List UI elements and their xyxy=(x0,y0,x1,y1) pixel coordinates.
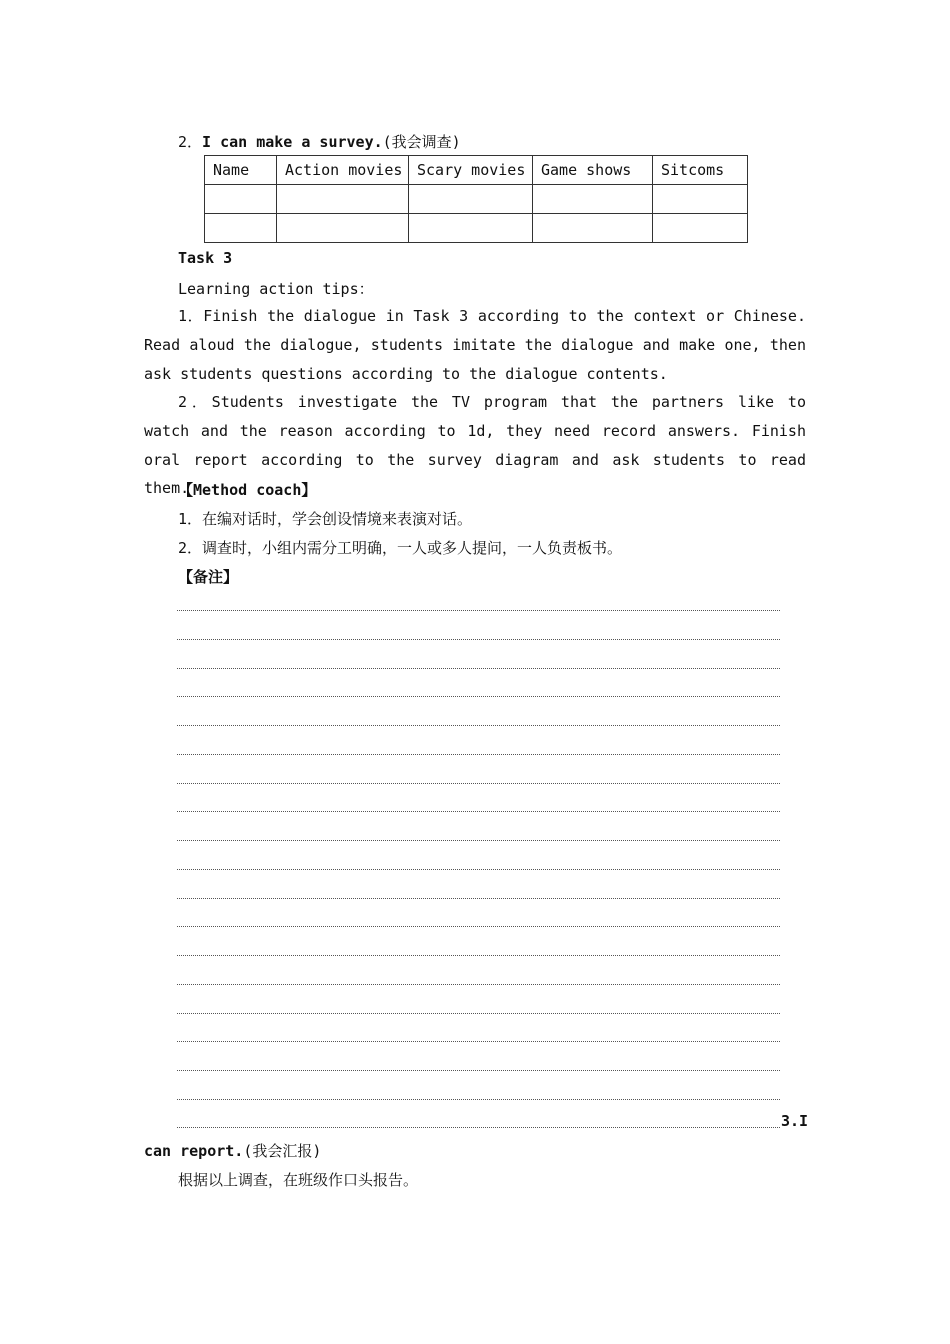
survey-heading-title: I can make a survey. xyxy=(202,133,383,151)
method-item-2: 2．调查时，小组内需分工明确，一人或多人提问，一人负责板书。 xyxy=(178,539,623,557)
report-heading-title: can report. xyxy=(144,1142,244,1160)
note-line[interactable] xyxy=(177,668,780,669)
table-cell[interactable] xyxy=(533,185,653,214)
table-row xyxy=(205,214,748,243)
note-line[interactable] xyxy=(177,955,780,956)
table-header-row xyxy=(205,156,748,185)
column-header-action-movies: Action movies xyxy=(277,156,409,185)
survey-heading xyxy=(178,131,461,152)
report-instruction: 根据以上调查，在班级作口头报告。 xyxy=(178,1171,419,1189)
note-line[interactable] xyxy=(177,639,780,640)
tip-1-paragraph: 1．Finish the dialogue in Task 3 according to the context or Chinese. Read aloud the dialogue, students imitate the dialogue and make one, then ask students questions according to the dialogue contents. xyxy=(144,307,806,383)
tips-label: Learning action tips： xyxy=(178,280,374,298)
survey-heading-number: 2． xyxy=(178,133,203,151)
column-header-scary-movies: Scary movies xyxy=(409,156,533,185)
task3-title: Task 3 xyxy=(178,249,233,267)
column-header-game-shows: Game shows xyxy=(533,156,653,185)
method-item-1: 1．在编对话时，学会创设情境来表演对话。 xyxy=(178,510,473,528)
note-line[interactable] xyxy=(177,811,780,812)
note-line[interactable] xyxy=(177,1070,780,1071)
note-line[interactable] xyxy=(177,926,780,927)
note-line[interactable] xyxy=(177,1099,780,1100)
report-heading xyxy=(144,1140,321,1161)
table-cell[interactable] xyxy=(205,185,277,214)
table-cell[interactable] xyxy=(533,214,653,243)
table-cell[interactable] xyxy=(653,214,748,243)
note-line[interactable] xyxy=(177,984,780,985)
note-line[interactable] xyxy=(177,898,780,899)
report-heading-chinese: (我会汇报) xyxy=(243,1142,322,1160)
note-line[interactable] xyxy=(177,1013,780,1014)
table-cell[interactable] xyxy=(409,214,533,243)
note-line[interactable] xyxy=(177,696,780,697)
report-heading-number: 3.I xyxy=(781,1112,809,1130)
column-header-sitcoms: Sitcoms xyxy=(653,156,748,185)
table-row xyxy=(205,185,748,214)
note-line[interactable] xyxy=(177,783,780,784)
survey-table xyxy=(204,155,748,243)
note-line[interactable] xyxy=(177,1041,780,1042)
column-header-name: Name xyxy=(205,156,277,185)
note-line[interactable] xyxy=(177,869,780,870)
note-line[interactable] xyxy=(177,754,780,755)
table-cell[interactable] xyxy=(409,185,533,214)
table-cell[interactable] xyxy=(653,185,748,214)
survey-heading-chinese: (我会调查) xyxy=(382,133,461,151)
note-line[interactable] xyxy=(177,610,780,611)
notes-label: 【备注】 xyxy=(178,568,239,586)
table-cell[interactable] xyxy=(277,185,409,214)
table-cell[interactable] xyxy=(277,214,409,243)
method-coach-label: 【Method coach】 xyxy=(178,481,317,499)
tip-2-paragraph: 2．Students investigate the TV program that the partners like to watch and the reason according to 1d, they need record answers. Finish oral report according to the survey diagram and ask students to read them. xyxy=(144,393,806,498)
note-line[interactable] xyxy=(177,1127,780,1128)
table-cell[interactable] xyxy=(205,214,277,243)
note-line[interactable] xyxy=(177,840,780,841)
note-line[interactable] xyxy=(177,725,780,726)
